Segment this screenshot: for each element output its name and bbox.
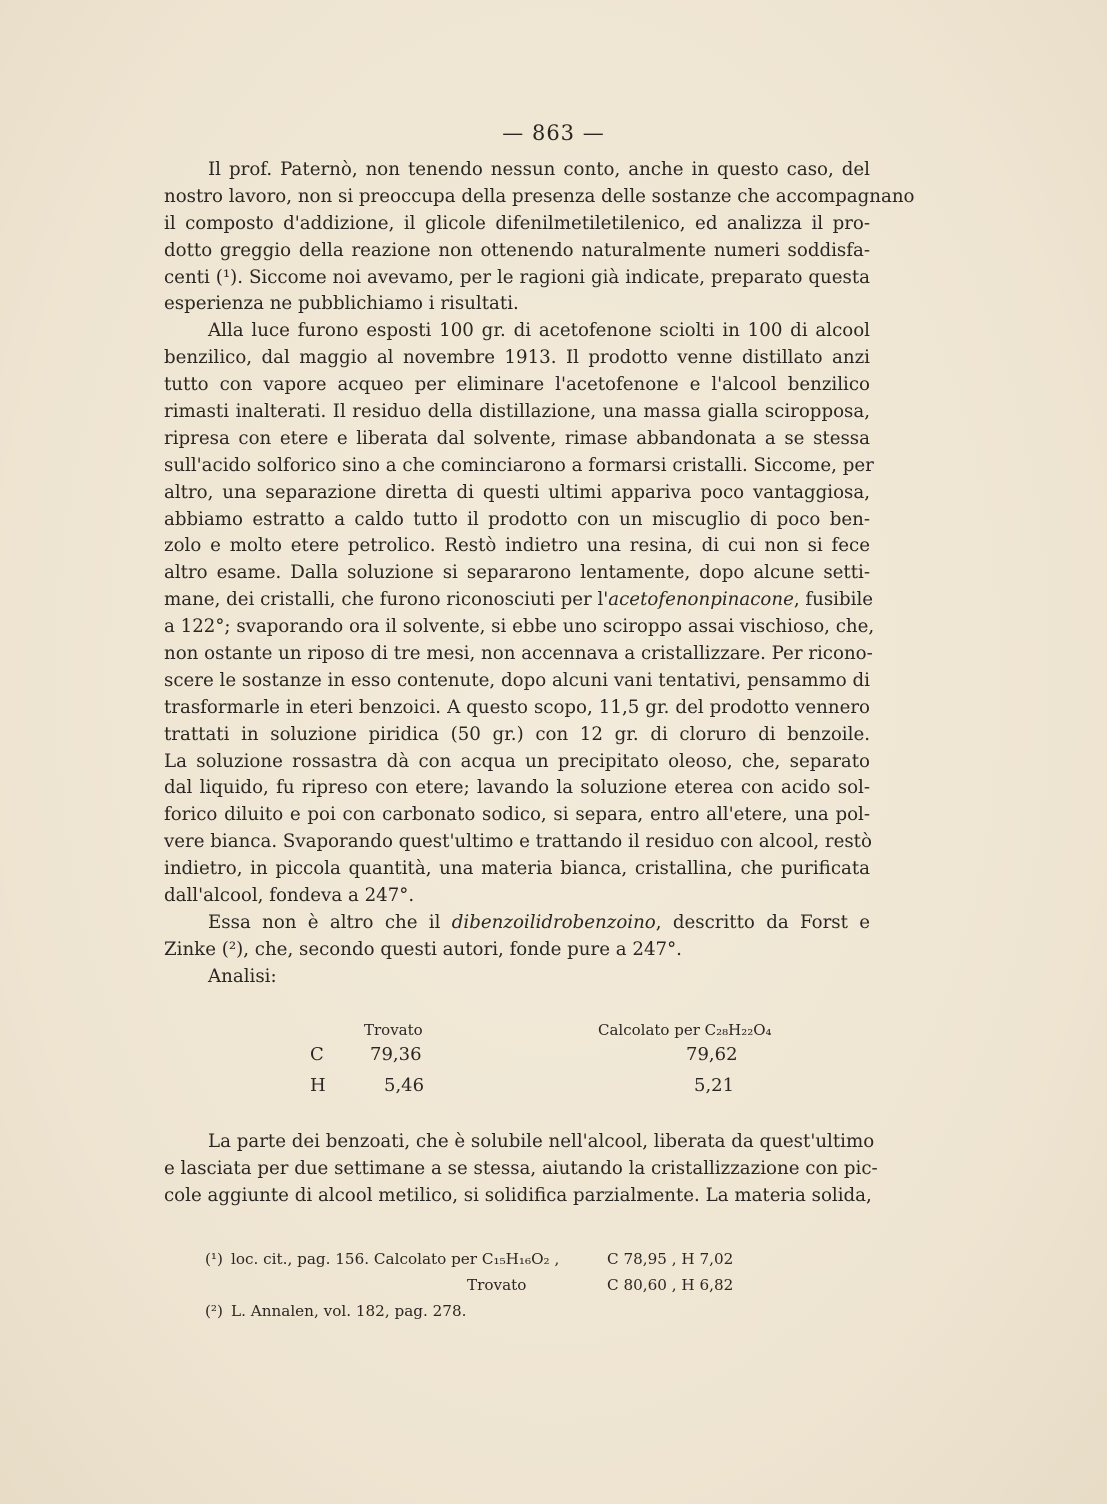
text-line: forico diluito e poi con carbonato sodico, si separa, entro all'etere, una pol-	[164, 804, 870, 826]
text-line: zolo e molto etere petrolico. Restò indietro una resina, di cui non si fece	[164, 535, 870, 557]
text-segment: mane, dei cristalli, che furono riconosciuti per l'	[164, 589, 609, 611]
main-text	[164, 157, 915, 991]
paragraph-4	[164, 1129, 878, 1210]
text-line: cole aggiunte di alcool metilico, si solidifica parzialmente. La materia solida,	[164, 1184, 872, 1206]
text-segment: , descritto da Forst e	[655, 911, 870, 933]
text-line: non ostante un riposo di tre mesi, non accennava a cristallizzare. Per ricono-	[164, 643, 873, 665]
text-line: dall'alcool, fondeva a 247°.	[164, 885, 415, 907]
text-line: vere bianca. Svaporando quest'ultimo e trattando il residuo con alcool, restò	[164, 831, 872, 853]
found-value: 5,46	[384, 1075, 425, 1096]
text-line-mixed	[164, 587, 874, 614]
text-line: trasformarle in eteri benzoici. A questo scopo, 11,5 gr. del prodotto vennero	[164, 696, 870, 718]
text-line: Alla luce furono esposti 100 gr. di acetofenone sciolti in 100 di alcool	[208, 320, 870, 342]
footnote-marker: (²)	[205, 1302, 223, 1320]
element-label: C	[310, 1044, 324, 1065]
text-line: altro esame. Dalla soluzione si separarono lentamente, dopo alcune setti-	[164, 562, 870, 584]
paragraph-2	[164, 318, 875, 910]
footnote-text: loc. cit., pag. 156. Calcolato per C₁₅H₁₆O₂ ,	[231, 1250, 560, 1268]
text-line: indietro, in piccola quantità, una materia bianca, cristallina, che purificata	[164, 858, 870, 880]
footnote-found: C 80,60 , H 6,82	[607, 1276, 734, 1294]
text-line: Zinke (²), che, secondo questi autori, fonde pure a 247°.	[164, 938, 682, 960]
text-segment: Essa non è altro che il	[208, 911, 452, 933]
text-line: La parte dei benzoati, che è solubile nell'alcool, liberata da quest'ultimo	[208, 1131, 875, 1152]
calculated-value: 5,21	[694, 1075, 735, 1096]
footnote-text: L. Annalen, vol. 182, pag. 278.	[231, 1302, 467, 1320]
footnote-1-found	[205, 1272, 825, 1298]
found-value: 79,36	[370, 1044, 422, 1065]
text-line: rimasti inalterati. Il residuo della distillazione, una massa gialla sciropposa,	[164, 401, 870, 423]
paragraph-1	[164, 157, 915, 318]
footnotes	[205, 1246, 825, 1324]
footnote-found-label: Trovato	[467, 1276, 527, 1294]
italic-term: acetofenonpinacone	[608, 589, 794, 611]
text-line-mixed	[164, 910, 870, 937]
italic-term: dibenzoilidrobenzoino	[451, 911, 656, 933]
text-line: a 122°; svaporando ora il solvente, si ebbe uno sciroppo assai vischioso, che,	[164, 616, 875, 638]
text-line: dal liquido, fu ripreso con etere; lavando la soluzione eterea con acido sol-	[164, 777, 870, 799]
text-line: e lasciata per due settimane a se stessa, aiutando la cristallizzazione con pic-	[164, 1157, 878, 1179]
analysis-label: Analisi:	[208, 965, 277, 987]
analysis-table	[164, 1016, 870, 1106]
text-line: scere le sostanze in esso contenute, dopo alcuni vani tentativi, pensammo di	[164, 669, 870, 691]
text-line: nostro lavoro, non si preoccupa della presenza delle sostanze che accompagnano	[164, 185, 915, 207]
text-line: ripresa con etere e liberata dal solvente, rimase abbandonata a se stessa	[164, 427, 870, 449]
element-label: H	[310, 1075, 326, 1096]
calculated-value: 79,62	[686, 1044, 738, 1065]
footnote-1	[205, 1246, 825, 1272]
footnote-2	[205, 1298, 825, 1324]
text-line: tutto con vapore acqueo per eliminare l'acetofenone e l'alcool benzilico	[164, 374, 870, 396]
footnote-marker: (¹)	[205, 1250, 223, 1268]
text-line: benzilico, dal maggio al novembre 1913. Il prodotto venne distillato anzi	[164, 347, 870, 369]
text-line: altro, una separazione diretta di questi ultimi appariva poco vantaggiosa,	[164, 481, 870, 503]
text-line: centi (¹). Siccome noi avevamo, per le ragioni già indicate, preparato questa	[164, 266, 870, 288]
text-line: sull'acido solforico sino a che cominciarono a formarsi cristalli. Siccome, per	[164, 454, 874, 476]
found-column-header: Trovato	[364, 1021, 423, 1039]
text-line: trattati in soluzione piridica (50 gr.) con 12 gr. di cloruro di benzoile.	[164, 723, 870, 745]
text-line: Il prof. Paternò, non tenendo nessun conto, anche in questo caso, del	[208, 159, 870, 180]
text-line: il composto d'addizione, il glicole difenilmetiletilenico, ed analizza il pro-	[164, 212, 870, 234]
calculated-column-header: Calcolato per C₂₈H₂₂O₄	[598, 1021, 772, 1039]
page-number: — 863 —	[502, 121, 605, 145]
text-line: esperienza ne pubblichiamo i risultati.	[164, 293, 519, 315]
paragraph-3	[164, 910, 870, 991]
text-line: dotto greggio della reazione non ottenendo naturalmente numeri soddisfa-	[164, 239, 870, 261]
text-segment: , fusibile	[793, 589, 874, 611]
text-line: La soluzione rossastra dà con acqua un precipitato oleoso, che, separato	[164, 750, 870, 772]
footnote-calculated: C 78,95 , H 7,02	[607, 1250, 734, 1268]
text-line: abbiamo estratto a caldo tutto il prodotto con un miscuglio di poco ben-	[164, 508, 870, 530]
